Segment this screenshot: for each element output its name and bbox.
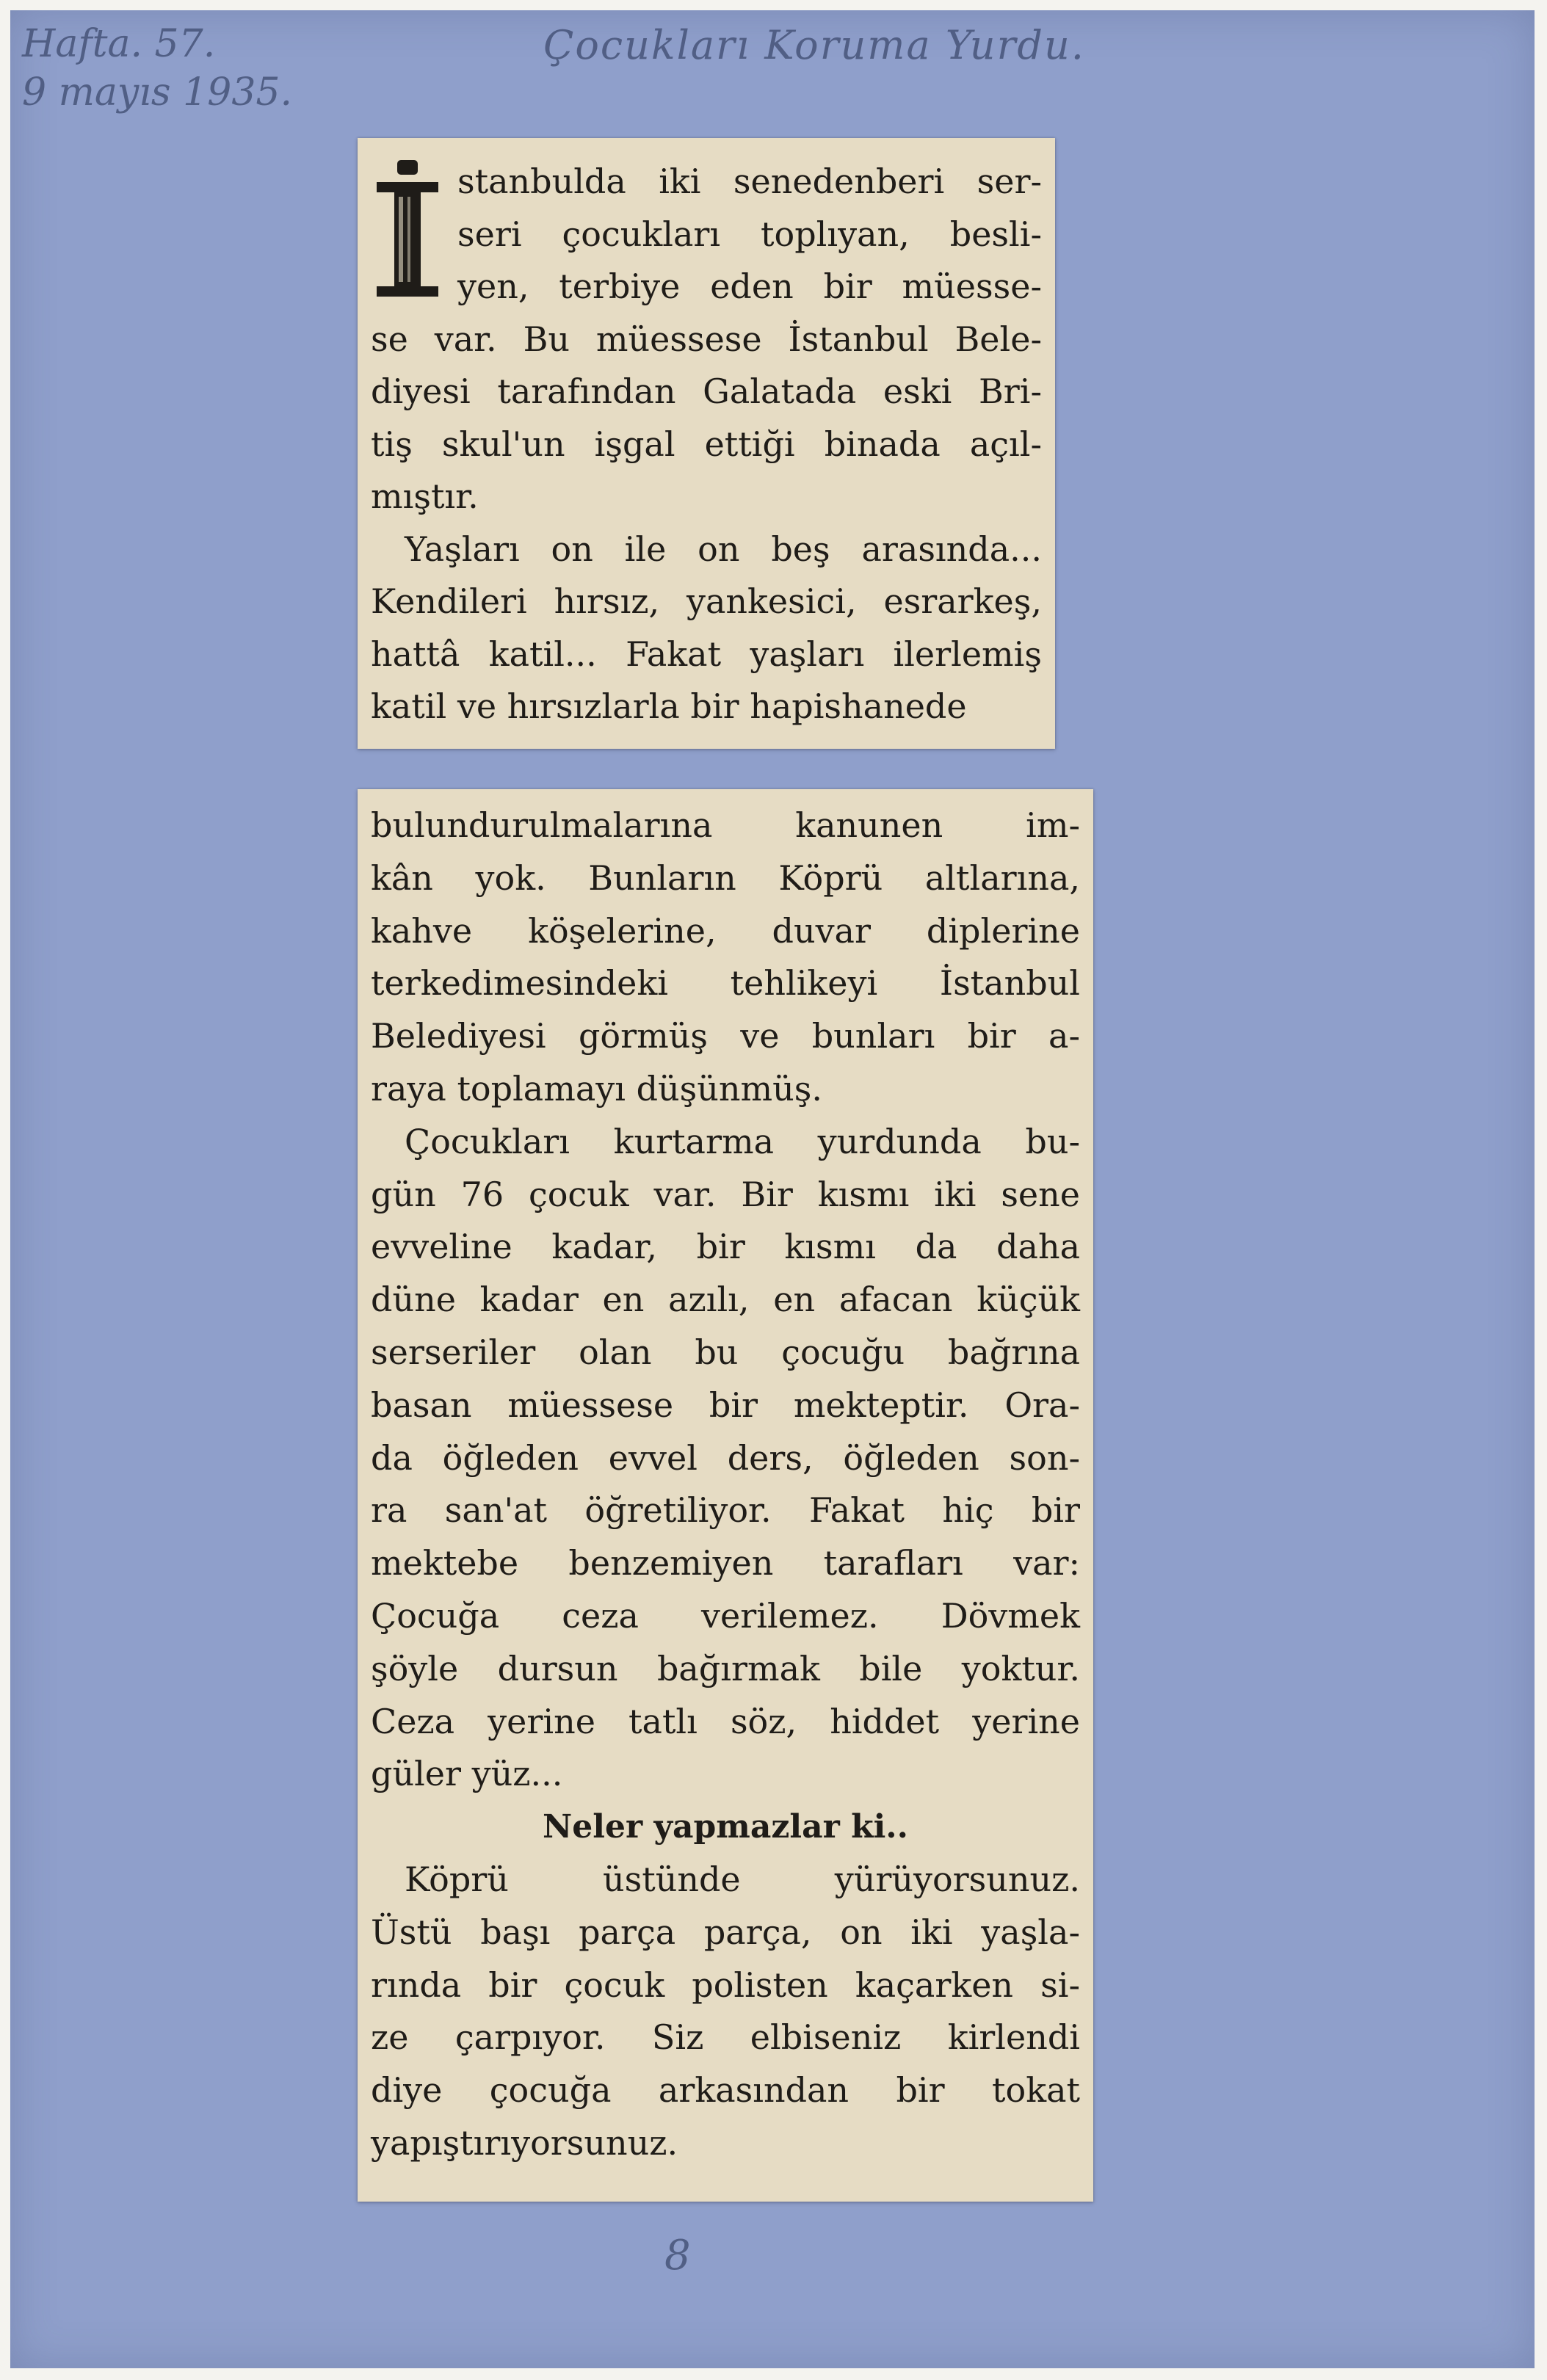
handwritten-date-note: 9 mayıs 1935.	[22, 70, 293, 115]
article-line: da öğleden evvel ders, öğleden son-	[371, 1437, 1080, 1478]
article-line: serseriler olan bu çocuğu bağrına	[371, 1332, 1080, 1372]
article-line: Çocukları kurtarma yurdunda bu-	[405, 1121, 1080, 1161]
article-line: kân yok. Bunların Köprü altlarına,	[371, 857, 1080, 898]
article-line: seri çocukları toplıyan, besli-	[457, 214, 1042, 254]
article-subheading: Neler yapmazlar ki..	[543, 1808, 908, 1846]
article-line: terkedimesindeki tehlikeyi İstanbul	[371, 963, 1080, 1004]
article-line: ra san'at öğretiliyor. Fakat hiç bir	[371, 1490, 1080, 1531]
article-line: kahve köşelerine, duvar diplerine	[371, 910, 1080, 951]
article-line: raya toplamayı düşünmüş.	[371, 1068, 822, 1109]
article-line: rında bir çocuk polisten kaçarken si-	[371, 1964, 1080, 2005]
article-line: basan müessese bir mekteptir. Ora-	[371, 1385, 1080, 1425]
article-line: diyesi tarafından Galatada eski Bri-	[371, 371, 1042, 411]
article-line: Çocuğa ceza verilemez. Dövmek	[371, 1595, 1080, 1636]
article-line: ze çarpıyor. Siz elbiseniz kirlendi	[371, 2017, 1080, 2058]
article-line: gün 76 çocuk var. Bir kısmı iki sene	[371, 1174, 1080, 1214]
handwritten-title-note: Çocukları Koruma Yurdu.	[543, 22, 1085, 68]
article-line: mıştır.	[371, 476, 479, 516]
handwritten-issue-note: Hafta. 57.	[22, 22, 216, 66]
article-line: Üstü başı parça parça, on iki yaşla-	[371, 1912, 1080, 1952]
article-line: düne kadar en azılı, en afacan küçük	[371, 1280, 1080, 1320]
article-line: se var. Bu müessese İstanbul Bele-	[371, 319, 1042, 359]
article-line: Belediyesi görmüş ve bunları bir a-	[371, 1016, 1080, 1056]
article-column-part2	[371, 799, 1080, 2170]
article-line: tiş skul'un işgal ettiği binada açıl-	[371, 424, 1042, 464]
article-line: evveline kadar, bir kısmı da daha	[371, 1227, 1080, 1267]
article-line: yapıştırıyorsunuz.	[371, 2122, 678, 2163]
article-line: mektebe benzemiyen tarafları var:	[371, 1543, 1080, 1583]
article-column-part1	[371, 156, 1042, 733]
article-line: Kendileri hırsız, yankesici, esrarkeş,	[371, 581, 1042, 621]
article-line: şöyle dursun bağırmak bile yoktur.	[371, 1648, 1080, 1688]
article-line: katil ve hırsızlarla bir hapishanede	[371, 686, 967, 726]
article-line: Yaşları on ile on beş arasında...	[405, 529, 1042, 569]
article-line: bulundurulmalarına kanunen im-	[371, 805, 1080, 845]
article-line: Ceza yerine tatlı söz, hiddet yerine	[371, 1701, 1080, 1741]
article-line: yen, terbiye eden bir müesse-	[457, 266, 1042, 306]
article-line: Köprü üstünde yürüyorsunuz.	[405, 1859, 1080, 1899]
article-line: hattâ katil... Fakat yaşları ilerlemiş	[371, 634, 1042, 674]
handwritten-page-number: 8	[664, 2232, 691, 2279]
newspaper-clipping-bottom	[358, 789, 1093, 2202]
newspaper-clipping-top	[358, 138, 1055, 749]
article-line: stanbulda iki senedenberi ser-	[457, 162, 1042, 201]
article-line: güler yüz...	[371, 1754, 563, 1794]
article-line: diye çocuğa arkasından bir tokat	[371, 2070, 1080, 2111]
